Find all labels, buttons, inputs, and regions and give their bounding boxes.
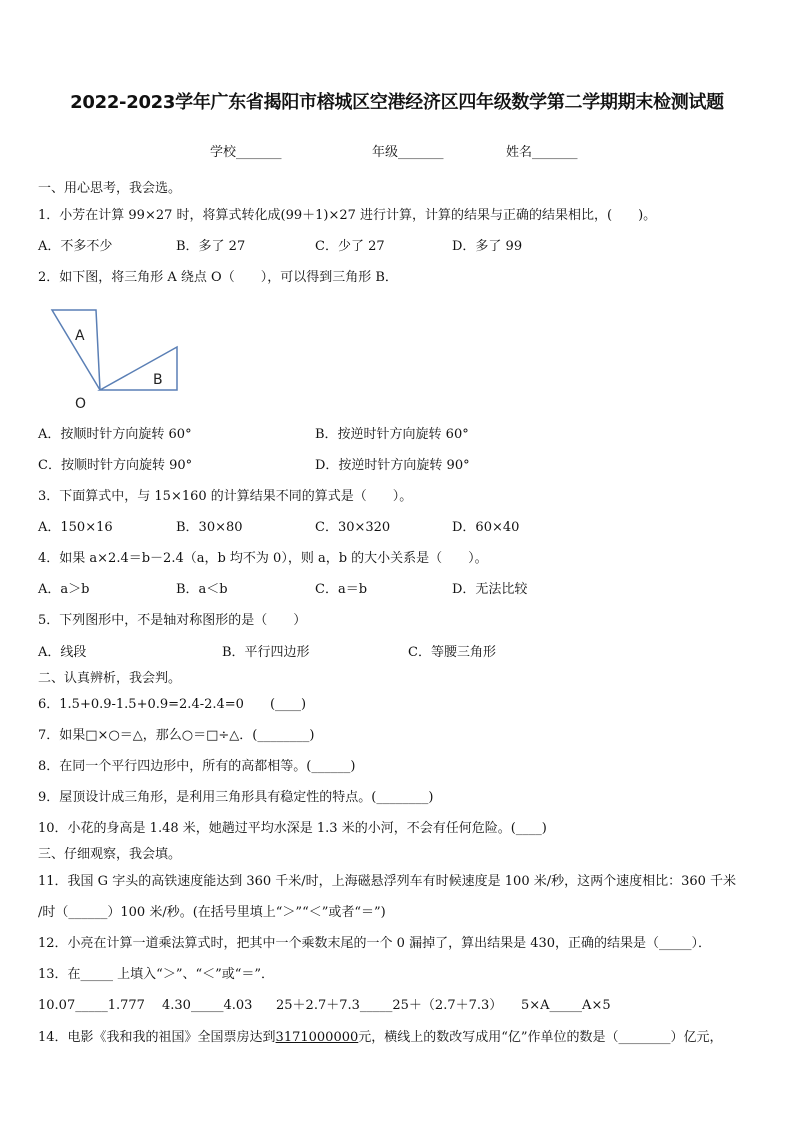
q1-option-c: C．少了 27	[315, 239, 385, 254]
label-o: O	[75, 396, 87, 412]
q3-option-a: A．150×16	[38, 520, 113, 535]
question-8: 8．在同一个平行四边形中，所有的高都相等。(______)	[38, 759, 356, 774]
section-heading-2: 二、认真辨析，我会判。	[38, 671, 182, 686]
question-7: 7．如果□×○＝△，那么○＝□÷△．(________)	[38, 728, 315, 743]
question-5: 5．下列图形中，不是轴对称图形的是（ ）	[38, 613, 307, 628]
q14-number: 3171000000	[275, 1030, 359, 1045]
school-field: 学校_______	[210, 145, 282, 160]
q5-option-c: C．等腰三角形	[408, 645, 496, 660]
q3-option-d: D．60×40	[452, 520, 520, 535]
question-3: 3．下面算式中，与 15×160 的计算结果不同的算式是（ ）。	[38, 489, 413, 504]
q4-option-d: D．无法比较	[452, 582, 528, 597]
question-9: 9．屋顶设计成三角形，是利用三角形具有稳定性的特点。(________)	[38, 790, 434, 805]
q14-before: 14．电影《我和我的祖国》全国票房达到	[38, 1030, 276, 1045]
q1-option-b: B．多了 27	[176, 239, 246, 254]
q2-option-b: B．按逆时针方向旋转 60°	[315, 427, 469, 442]
q5-option-a: A．线段	[38, 645, 87, 660]
question-14	[38, 1030, 723, 1046]
label-b: B	[153, 372, 163, 388]
q13-part-2: 4.30_____4.03	[162, 998, 253, 1013]
question-11-line-1: 11．我国 G 字头的高铁速度能达到 360 千米/时，上海磁悬浮列车有时候速度是 100 米/秒，这两个速度相比：360 千米	[38, 874, 737, 889]
q2-option-c: C．按顺时针方向旋转 90°	[38, 458, 193, 473]
q3-option-c: C．30×320	[315, 520, 391, 535]
q3-option-b: B．30×80	[176, 520, 243, 535]
q4-option-b: B．a＜b	[176, 582, 228, 597]
q4-option-a: A．a＞b	[38, 582, 90, 597]
q13-part-3: 25＋2.7＋7.3_____25＋（2.7＋7.3）	[276, 998, 503, 1013]
question-2: 2．如下图，将三角形 A 绕点 O（ ），可以得到三角形 B．	[38, 270, 398, 285]
q1-option-a: A．不多不少	[38, 239, 113, 254]
label-a: A	[75, 328, 85, 344]
q2-option-a: A．按顺时针方向旋转 60°	[38, 427, 192, 442]
q1-option-d: D．多了 99	[452, 239, 523, 254]
q13-part-4: 5×A_____A×5	[521, 998, 611, 1013]
q2-option-d: D．按逆时针方向旋转 90°	[315, 458, 470, 473]
question-12: 12．小亮在计算一道乘法算式时，把其中一个乘数末尾的一个 0 漏掉了，算出结果是 430，正确的结果是（_____）．	[38, 936, 712, 951]
question-1: 1．小芳在计算 99×27 时，将算式转化成(99＋1)×27 进行计算，计算的结果与正确的结果相比，( )。	[38, 208, 657, 223]
question-10: 10．小花的身高是 1.48 米，她趟过平均水深是 1.3 米的小河，不会有任何危险。(____)	[38, 821, 547, 836]
question-11-line-2: /时（______）100 米/秒。(在括号里填上“＞”“＜”或者“＝”)	[38, 905, 386, 920]
rotation-figure	[44, 304, 194, 416]
q14-after: 元，横线上的数改写成用“亿”作单位的数是（________）亿元，	[358, 1030, 723, 1045]
grade-field: 年级_______	[372, 145, 444, 160]
q4-option-c: C．a＝b	[315, 582, 368, 597]
triangle-a	[52, 310, 100, 390]
section-heading-1: 一、用心思考，我会选。	[38, 181, 182, 196]
page-title: 2022-2023学年广东省揭阳市榕城区空港经济区四年级数学第二学期期末检测试题	[70, 92, 724, 113]
name-field: 姓名_______	[506, 145, 578, 160]
question-4: 4．如果 a×2.4＝b－2.4（a，b 均不为 0），则 a，b 的大小关系是（ ）。	[38, 551, 488, 566]
section-heading-3: 三、仔细观察，我会填。	[38, 847, 182, 862]
question-13: 13．在_____ 上填入“＞”、“＜”或“＝”．	[38, 967, 275, 982]
question-6: 6．1.5+0.9-1.5+0.9=2.4-2.4=0 (____)	[38, 697, 307, 712]
triangle-b	[100, 347, 177, 390]
q5-option-b: B．平行四边形	[222, 645, 310, 660]
q13-part-1: 10.07_____1.777	[38, 998, 145, 1013]
